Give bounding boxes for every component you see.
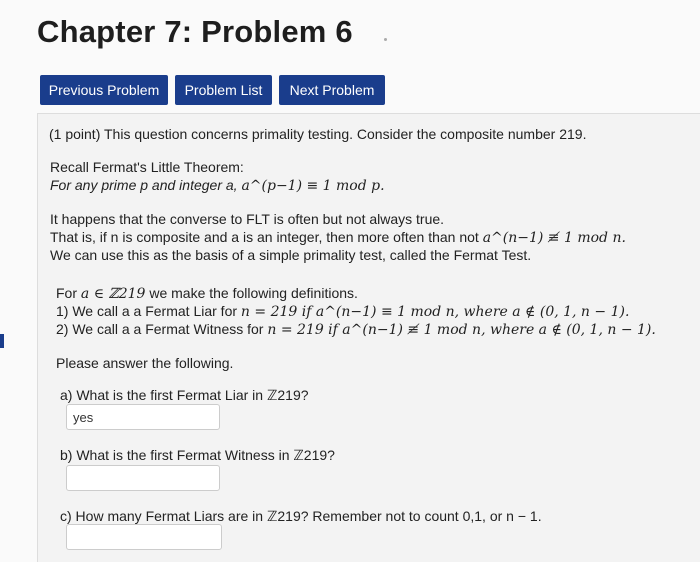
answer-prompt: Please answer the following. xyxy=(56,355,234,371)
converse-line-3: We can use this as the basis of a simple primality test, called the Fermat Test. xyxy=(50,247,532,263)
witness-formula: n = 219 if a^(n−1) ≢ 1 mod n, where a ∉ (0, 1, n − 1). xyxy=(267,322,656,338)
recall-text: Recall Fermat's Little Theorem: xyxy=(50,159,244,175)
side-marker xyxy=(0,334,4,348)
question-b: b) What is the first Fermat Witness in ℤ219? xyxy=(60,447,335,463)
converse-formula: a^(n−1) ≢ 1 mod n. xyxy=(482,230,626,246)
definition-witness: 2) We call a a Fermat Witness for n = 219 if a^(n−1) ≢ 1 mod n, where a ∉ (0, 1, n − 1). xyxy=(56,321,656,338)
next-problem-button[interactable]: Next Problem xyxy=(279,75,385,105)
page-title: Chapter 7: Problem 6 xyxy=(37,14,353,49)
intro-text: (1 point) This question concerns primality testing. Consider the composite number 219. xyxy=(49,126,587,142)
flt-formula: a^(p−1) ≡ 1 mod p. xyxy=(241,178,385,194)
converse-line-1: It happens that the converse to FLT is often but not always true. xyxy=(50,211,445,227)
question-c: c) How many Fermat Liars are in ℤ219? Remember not to count 0,1, or n − 1. xyxy=(60,508,542,524)
answer-b-input[interactable] xyxy=(66,465,220,491)
z219-formula: a ∈ ℤ219 xyxy=(80,286,146,302)
decorative-dot xyxy=(384,38,387,41)
flt-statement: For any prime p and integer a, a^(p−1) ≡ 1 mod p. xyxy=(50,177,385,194)
answer-a-input[interactable]: yes xyxy=(66,404,220,430)
definitions-intro: For a ∈ ℤ219 we make the following definitions. xyxy=(56,285,358,302)
liar-formula: n = 219 if a^(n−1) ≡ 1 mod n, where a ∉ (0, 1, n − 1). xyxy=(240,304,630,320)
previous-problem-button[interactable]: Previous Problem xyxy=(40,75,168,105)
answer-c-input[interactable] xyxy=(66,524,222,550)
definition-liar: 1) We call a a Fermat Liar for n = 219 if a^(n−1) ≡ 1 mod n, where a ∉ (0, 1, n − 1). xyxy=(56,303,630,320)
problem-list-button[interactable]: Problem List xyxy=(175,75,272,105)
converse-line-2: That is, if n is composite and a is an integer, then more often than not a^(n−1) ≢ 1 mod n. xyxy=(50,229,626,246)
question-a: a) What is the first Fermat Liar in ℤ219? xyxy=(60,387,309,403)
